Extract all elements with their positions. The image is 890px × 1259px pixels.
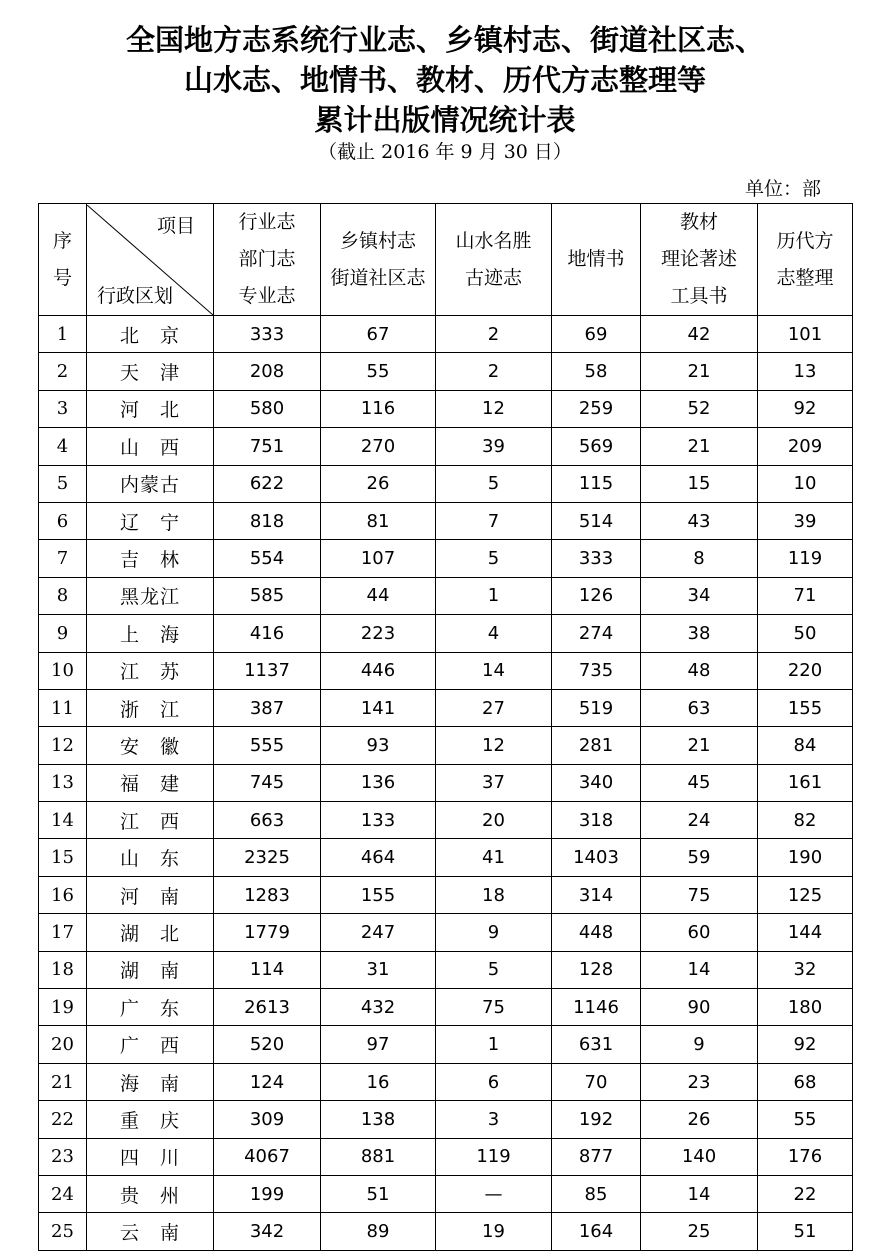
cell-historical: 68 [758,1063,853,1100]
header-seq-line: 号 [52,266,72,289]
cell-town: 223 [321,615,436,652]
header-line: 街道社区志 [330,266,426,289]
row-seq: 8 [39,577,87,614]
cell-landscape: 1 [436,1026,552,1063]
row-seq: 18 [39,951,87,988]
cell-local-books: 69 [552,316,641,353]
cell-textbooks: 43 [641,502,758,539]
cell-textbooks: 59 [641,839,758,876]
header-line: 历代方 [776,229,834,252]
cell-textbooks: 14 [641,951,758,988]
cell-landscape: 20 [436,802,552,839]
row-seq: 4 [39,428,87,465]
row-region: 四 川 [87,1138,214,1175]
row-region: 安 徽 [87,727,214,764]
header-col-local-books [552,204,641,316]
cell-industry: 554 [214,540,321,577]
cell-historical: 161 [758,764,853,801]
row-seq: 2 [39,353,87,390]
cell-textbooks: 26 [641,1101,758,1138]
cell-local-books: 115 [552,465,641,502]
cell-town: 141 [321,689,436,726]
row-seq: 6 [39,502,87,539]
header-line: 理论著述 [660,248,737,270]
cell-landscape: 14 [436,652,552,689]
cell-textbooks: 75 [641,876,758,913]
cell-landscape: 9 [436,914,552,951]
row-region: 浙 江 [87,689,214,726]
cell-local-books: 126 [552,577,641,614]
cell-historical: 220 [758,652,853,689]
cell-town: 155 [321,876,436,913]
cell-historical: 71 [758,577,853,614]
row-seq: 9 [39,615,87,652]
cell-textbooks: 21 [641,353,758,390]
cell-local-books: 448 [552,914,641,951]
row-region: 北 京 [87,316,214,353]
row-region: 广 东 [87,989,214,1026]
row-seq: 15 [39,839,87,876]
row-seq: 13 [39,764,87,801]
cell-industry: 520 [214,1026,321,1063]
row-region: 天 津 [87,353,214,390]
cell-historical: 50 [758,615,853,652]
row-seq: 17 [39,914,87,951]
cell-landscape: 2 [436,353,552,390]
title-line-1: 全国地方志系统行业志、乡镇村志、街道社区志、 [125,23,764,57]
table-row [39,876,853,913]
table-row [39,577,853,614]
cell-local-books: 340 [552,764,641,801]
cell-landscape: 2 [436,316,552,353]
cell-town: 67 [321,316,436,353]
cell-historical: 180 [758,989,853,1026]
cell-historical: 10 [758,465,853,502]
row-seq: 20 [39,1026,87,1063]
date-note: （截止 2016 年 9 月 30 日） [318,141,572,163]
cell-industry: 585 [214,577,321,614]
cell-historical: 119 [758,540,853,577]
row-seq: 24 [39,1175,87,1212]
header-line: 工具书 [670,285,728,307]
row-seq: 3 [39,390,87,427]
table-row [39,353,853,390]
row-region: 上 海 [87,615,214,652]
cell-town: 247 [321,914,436,951]
cell-local-books: 314 [552,876,641,913]
header-col-landscape [436,204,552,316]
title-line-3: 累计出版情况统计表 [314,103,576,137]
cell-town: 31 [321,951,436,988]
cell-local-books: 274 [552,615,641,652]
cell-industry: 309 [214,1101,321,1138]
table-row [39,615,853,652]
row-region: 江 苏 [87,652,214,689]
cell-industry: 124 [214,1063,321,1100]
cell-local-books: 164 [552,1213,641,1250]
row-region: 辽 宁 [87,502,214,539]
cell-town: 464 [321,839,436,876]
cell-local-books: 192 [552,1101,641,1138]
row-region: 湖 北 [87,914,214,951]
cell-industry: 1779 [214,914,321,951]
cell-landscape: 12 [436,390,552,427]
table-row [39,1063,853,1100]
cell-industry: 333 [214,316,321,353]
header-col-historical [758,204,853,316]
cell-landscape: 6 [436,1063,552,1100]
table-row [39,914,853,951]
row-seq: 21 [39,1063,87,1100]
cell-industry: 555 [214,727,321,764]
unit-label: 单位：部 [745,178,822,200]
row-region: 山 东 [87,839,214,876]
cell-textbooks: 25 [641,1213,758,1250]
cell-industry: 1137 [214,652,321,689]
table-row [39,652,853,689]
cell-landscape: 18 [436,876,552,913]
cell-local-books: 735 [552,652,641,689]
cell-textbooks: 45 [641,764,758,801]
row-region: 福 建 [87,764,214,801]
cell-historical: 155 [758,689,853,726]
cell-historical: 84 [758,727,853,764]
cell-textbooks: 52 [641,390,758,427]
cell-industry: 2613 [214,989,321,1026]
statistics-table [38,203,853,1251]
cell-town: 26 [321,465,436,502]
row-seq: 11 [39,689,87,726]
row-seq: 22 [39,1101,87,1138]
table-row [39,989,853,1026]
cell-local-books: 318 [552,802,641,839]
cell-local-books: 631 [552,1026,641,1063]
cell-industry: 745 [214,764,321,801]
cell-textbooks: 21 [641,428,758,465]
cell-historical: 176 [758,1138,853,1175]
row-region: 河 北 [87,390,214,427]
header-line: 专业志 [238,285,296,307]
cell-local-books: 259 [552,390,641,427]
cell-landscape: 41 [436,839,552,876]
cell-landscape: 1 [436,577,552,614]
cell-local-books: 70 [552,1063,641,1100]
cell-town: 138 [321,1101,436,1138]
title-line-2: 山水志、地情书、教材、历代方志整理等 [183,63,706,97]
cell-local-books: 519 [552,689,641,726]
header-row [39,204,853,316]
cell-textbooks: 38 [641,615,758,652]
row-region: 云 南 [87,1213,214,1250]
table-row [39,764,853,801]
cell-town: 89 [321,1213,436,1250]
cell-historical: 92 [758,390,853,427]
cell-town: 16 [321,1063,436,1100]
cell-town: 136 [321,764,436,801]
cell-local-books: 569 [552,428,641,465]
cell-town: 44 [321,577,436,614]
cell-industry: 4067 [214,1138,321,1175]
table-row [39,316,853,353]
cell-industry: 2325 [214,839,321,876]
cell-textbooks: 23 [641,1063,758,1100]
row-seq: 16 [39,876,87,913]
row-region: 贵 州 [87,1175,214,1212]
table-row [39,1213,853,1250]
table-row [39,428,853,465]
table-row [39,802,853,839]
cell-historical: 82 [758,802,853,839]
cell-historical: 51 [758,1213,853,1250]
row-seq: 23 [39,1138,87,1175]
cell-industry: 622 [214,465,321,502]
table-row [39,727,853,764]
header-line: 山水名胜 [455,229,532,252]
cell-landscape: 12 [436,727,552,764]
table-row [39,1101,853,1138]
cell-industry: 1283 [214,876,321,913]
cell-landscape: 5 [436,465,552,502]
row-region: 黑龙江 [87,577,214,614]
cell-local-books: 281 [552,727,641,764]
header-diagonal-cell [87,204,214,316]
header-line: 地情书 [567,248,625,270]
cell-industry: 751 [214,428,321,465]
header-seq-line: 序 [52,229,72,252]
row-region: 吉 林 [87,540,214,577]
row-region: 山 西 [87,428,214,465]
cell-industry: 199 [214,1175,321,1212]
cell-industry: 342 [214,1213,321,1250]
header-line: 乡镇村志 [339,229,416,252]
table-row [39,839,853,876]
row-seq: 14 [39,802,87,839]
cell-town: 116 [321,390,436,427]
table-row [39,465,853,502]
header-region-label: 行政区划 [97,284,174,307]
row-region: 内蒙古 [87,465,214,502]
cell-local-books: 128 [552,951,641,988]
row-region: 湖 南 [87,951,214,988]
table-row [39,1138,853,1175]
row-seq: 7 [39,540,87,577]
cell-town: 51 [321,1175,436,1212]
cell-local-books: 514 [552,502,641,539]
cell-historical: 190 [758,839,853,876]
cell-textbooks: 34 [641,577,758,614]
cell-textbooks: 140 [641,1138,758,1175]
row-seq: 10 [39,652,87,689]
cell-landscape: 19 [436,1213,552,1250]
cell-industry: 580 [214,390,321,427]
cell-landscape: 4 [436,615,552,652]
cell-historical: 101 [758,316,853,353]
cell-local-books: 877 [552,1138,641,1175]
row-seq: 25 [39,1213,87,1250]
cell-town: 133 [321,802,436,839]
table-row [39,951,853,988]
cell-textbooks: 90 [641,989,758,1026]
cell-historical: 144 [758,914,853,951]
cell-town: 55 [321,353,436,390]
cell-historical: 55 [758,1101,853,1138]
cell-textbooks: 63 [641,689,758,726]
cell-town: 107 [321,540,436,577]
cell-landscape: 75 [436,989,552,1026]
header-line: 部门志 [238,248,296,270]
cell-town: 93 [321,727,436,764]
header-line: 古迹志 [464,266,522,289]
cell-textbooks: 48 [641,652,758,689]
table-row [39,390,853,427]
header-line: 志整理 [776,266,834,289]
cell-historical: 13 [758,353,853,390]
header-seq [39,204,87,316]
cell-textbooks: 21 [641,727,758,764]
cell-town: 446 [321,652,436,689]
table-row [39,540,853,577]
cell-landscape: 7 [436,502,552,539]
row-seq: 5 [39,465,87,502]
cell-historical: 39 [758,502,853,539]
table-row [39,502,853,539]
cell-town: 270 [321,428,436,465]
cell-historical: 22 [758,1175,853,1212]
cell-landscape: 5 [436,951,552,988]
cell-industry: 663 [214,802,321,839]
row-region: 广 西 [87,1026,214,1063]
cell-industry: 208 [214,353,321,390]
cell-historical: 32 [758,951,853,988]
cell-landscape: 27 [436,689,552,726]
cell-local-books: 333 [552,540,641,577]
cell-textbooks: 14 [641,1175,758,1212]
cell-textbooks: 8 [641,540,758,577]
cell-local-books: 1146 [552,989,641,1026]
header-col-town [321,204,436,316]
row-region: 海 南 [87,1063,214,1100]
row-seq: 19 [39,989,87,1026]
header-col-industry [214,204,321,316]
header-col-textbooks [641,204,758,316]
cell-landscape: 39 [436,428,552,465]
cell-local-books: 85 [552,1175,641,1212]
cell-historical: 92 [758,1026,853,1063]
cell-industry: 416 [214,615,321,652]
cell-local-books: 58 [552,353,641,390]
cell-textbooks: 9 [641,1026,758,1063]
table-row [39,1175,853,1212]
cell-historical: 125 [758,876,853,913]
row-seq: 12 [39,727,87,764]
cell-industry: 387 [214,689,321,726]
table-row [39,689,853,726]
table-body [39,316,853,1251]
header-line: 教材 [679,211,718,233]
cell-industry: 114 [214,951,321,988]
cell-town: 81 [321,502,436,539]
row-region: 河 南 [87,876,214,913]
cell-textbooks: 60 [641,914,758,951]
cell-landscape: 37 [436,764,552,801]
cell-landscape: — [436,1175,552,1212]
cell-historical: 209 [758,428,853,465]
cell-industry: 818 [214,502,321,539]
cell-town: 97 [321,1026,436,1063]
row-region: 江 西 [87,802,214,839]
cell-landscape: 3 [436,1101,552,1138]
cell-landscape: 5 [436,540,552,577]
row-region: 重 庆 [87,1101,214,1138]
cell-landscape: 119 [436,1138,552,1175]
header-item-label: 项目 [156,214,195,237]
cell-textbooks: 24 [641,802,758,839]
cell-textbooks: 42 [641,316,758,353]
cell-town: 432 [321,989,436,1026]
header-line: 行业志 [238,211,296,233]
cell-local-books: 1403 [552,839,641,876]
cell-town: 881 [321,1138,436,1175]
cell-textbooks: 15 [641,465,758,502]
table-row [39,1026,853,1063]
row-seq: 1 [39,316,87,353]
